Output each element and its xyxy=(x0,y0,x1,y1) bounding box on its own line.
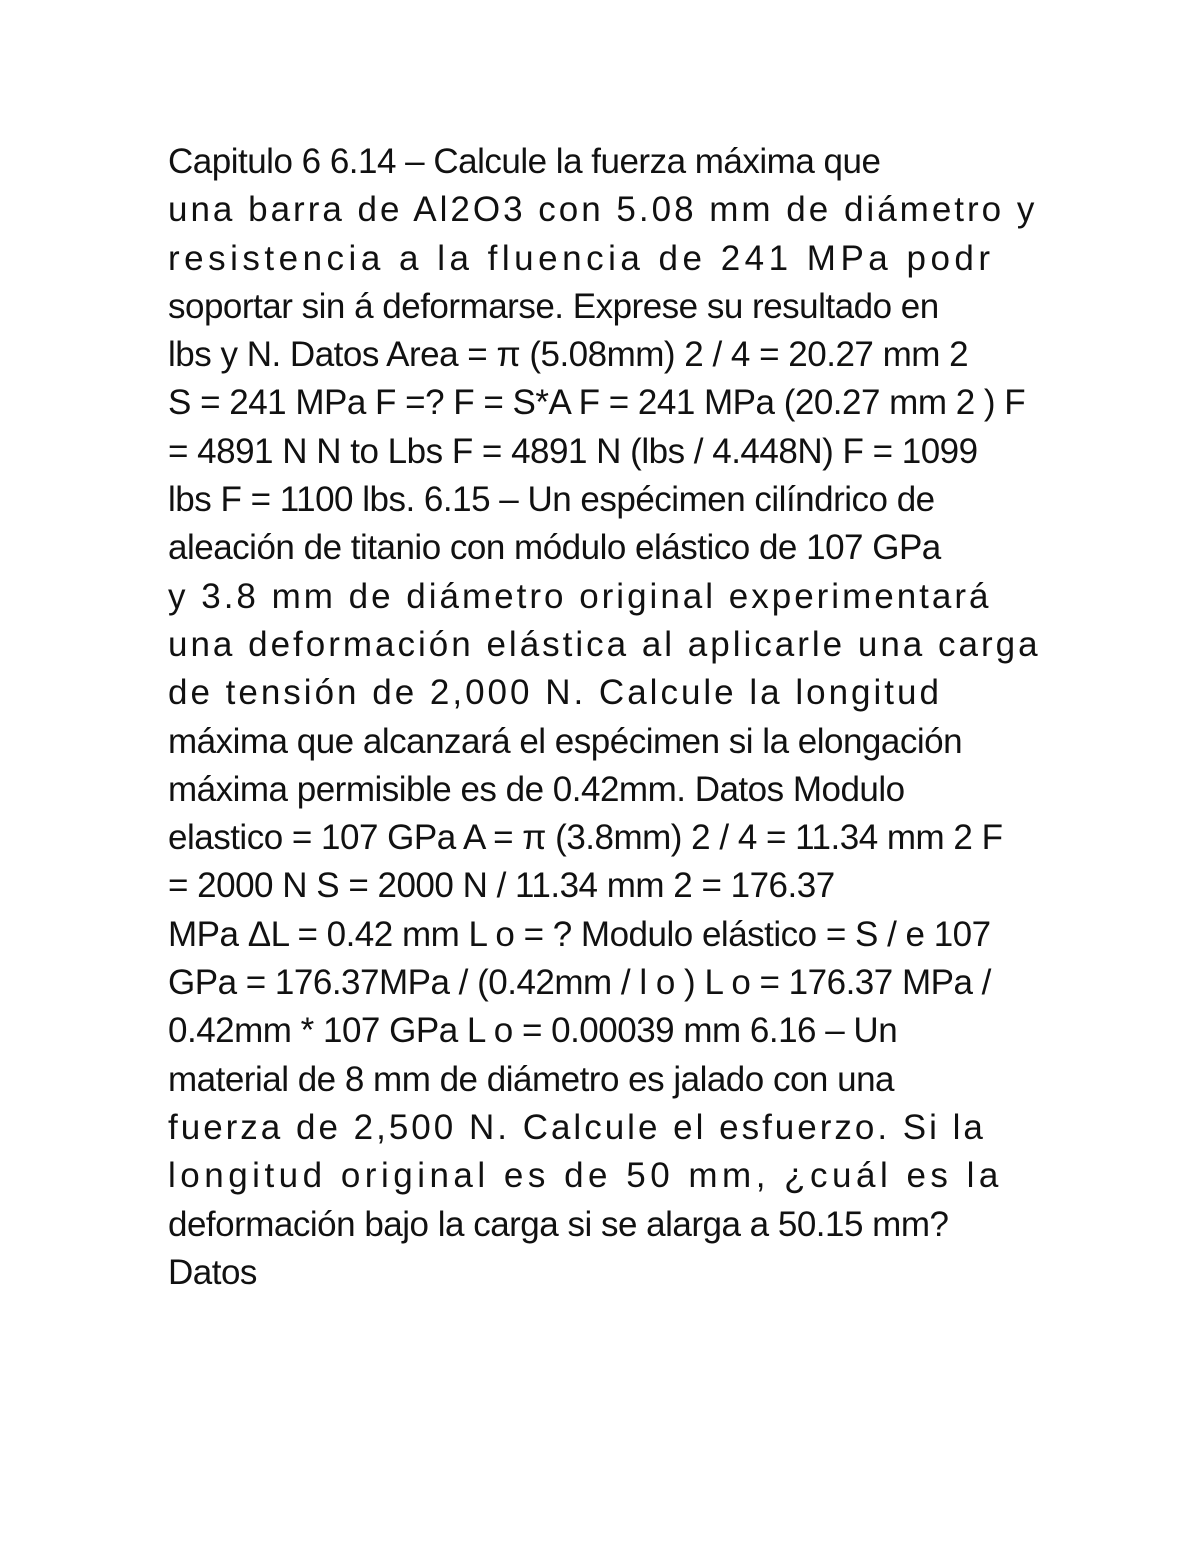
document-body-text xyxy=(168,138,1048,1297)
text-line: fuerza de 2,500 N. Calcule el esfuerzo. Si la xyxy=(168,1107,986,1147)
text-line: lbs y N. Datos Area = π (5.08mm) 2 / 4 = 20.27 mm 2 xyxy=(168,335,969,375)
text-line: elastico = 107 GPa A = π (3.8mm) 2 / 4 = 11.34 mm 2 F xyxy=(168,818,1003,858)
text-line: aleación de titanio con módulo elástico de 107 GPa xyxy=(168,528,941,568)
text-line: resistencia a la fluencia de 241 MPa podr xyxy=(168,238,995,278)
text-line: máxima permisible es de 0.42mm. Datos Modulo xyxy=(168,769,905,809)
text-line: máxima que alcanzará el espécimen si la elongación xyxy=(168,721,963,761)
text-line: lbs F = 1100 lbs. 6.15 – Un espécimen cilíndrico de xyxy=(168,480,935,520)
text-line: una deformación elástica al aplicarle una carga xyxy=(168,624,1041,664)
text-line: material de 8 mm de diámetro es jalado con una xyxy=(168,1059,895,1099)
text-line: longitud original es de 50 mm, ¿cuál es la xyxy=(168,1156,1003,1196)
text-line: MPa ΔL = 0.42 mm L o = ? Modulo elástico = S / e 107 xyxy=(168,914,991,954)
text-line: y 3.8 mm de diámetro original experimentará xyxy=(168,576,992,616)
text-line: Datos xyxy=(168,1252,257,1292)
text-line: 0.42mm * 107 GPa L o = 0.00039 mm 6.16 – Un xyxy=(168,1011,898,1051)
text-line: soportar sin á deformarse. Exprese su resultado en xyxy=(168,286,939,326)
text-line: de tensión de 2,000 N. Calcule la longitud xyxy=(168,673,942,713)
text-line: GPa = 176.37MPa / (0.42mm / l o ) L o = 176.37 MPa / xyxy=(168,963,991,1003)
text-line: deformación bajo la carga si se alarga a 50.15 mm? xyxy=(168,1204,949,1244)
text-line: = 4891 N N to Lbs F = 4891 N (lbs / 4.448N) F = 1099 xyxy=(168,431,978,471)
text-line: una barra de Al2O3 con 5.08 mm de diámetro y xyxy=(168,190,1038,230)
text-line: S = 241 MPa F =? F = S*A F = 241 MPa (20.27 mm 2 ) F xyxy=(168,383,1026,423)
text-line: = 2000 N S = 2000 N / 11.34 mm 2 = 176.37 xyxy=(168,866,835,906)
text-line: Capitulo 6 6.14 – Calcule la fuerza máxima que xyxy=(168,142,881,181)
